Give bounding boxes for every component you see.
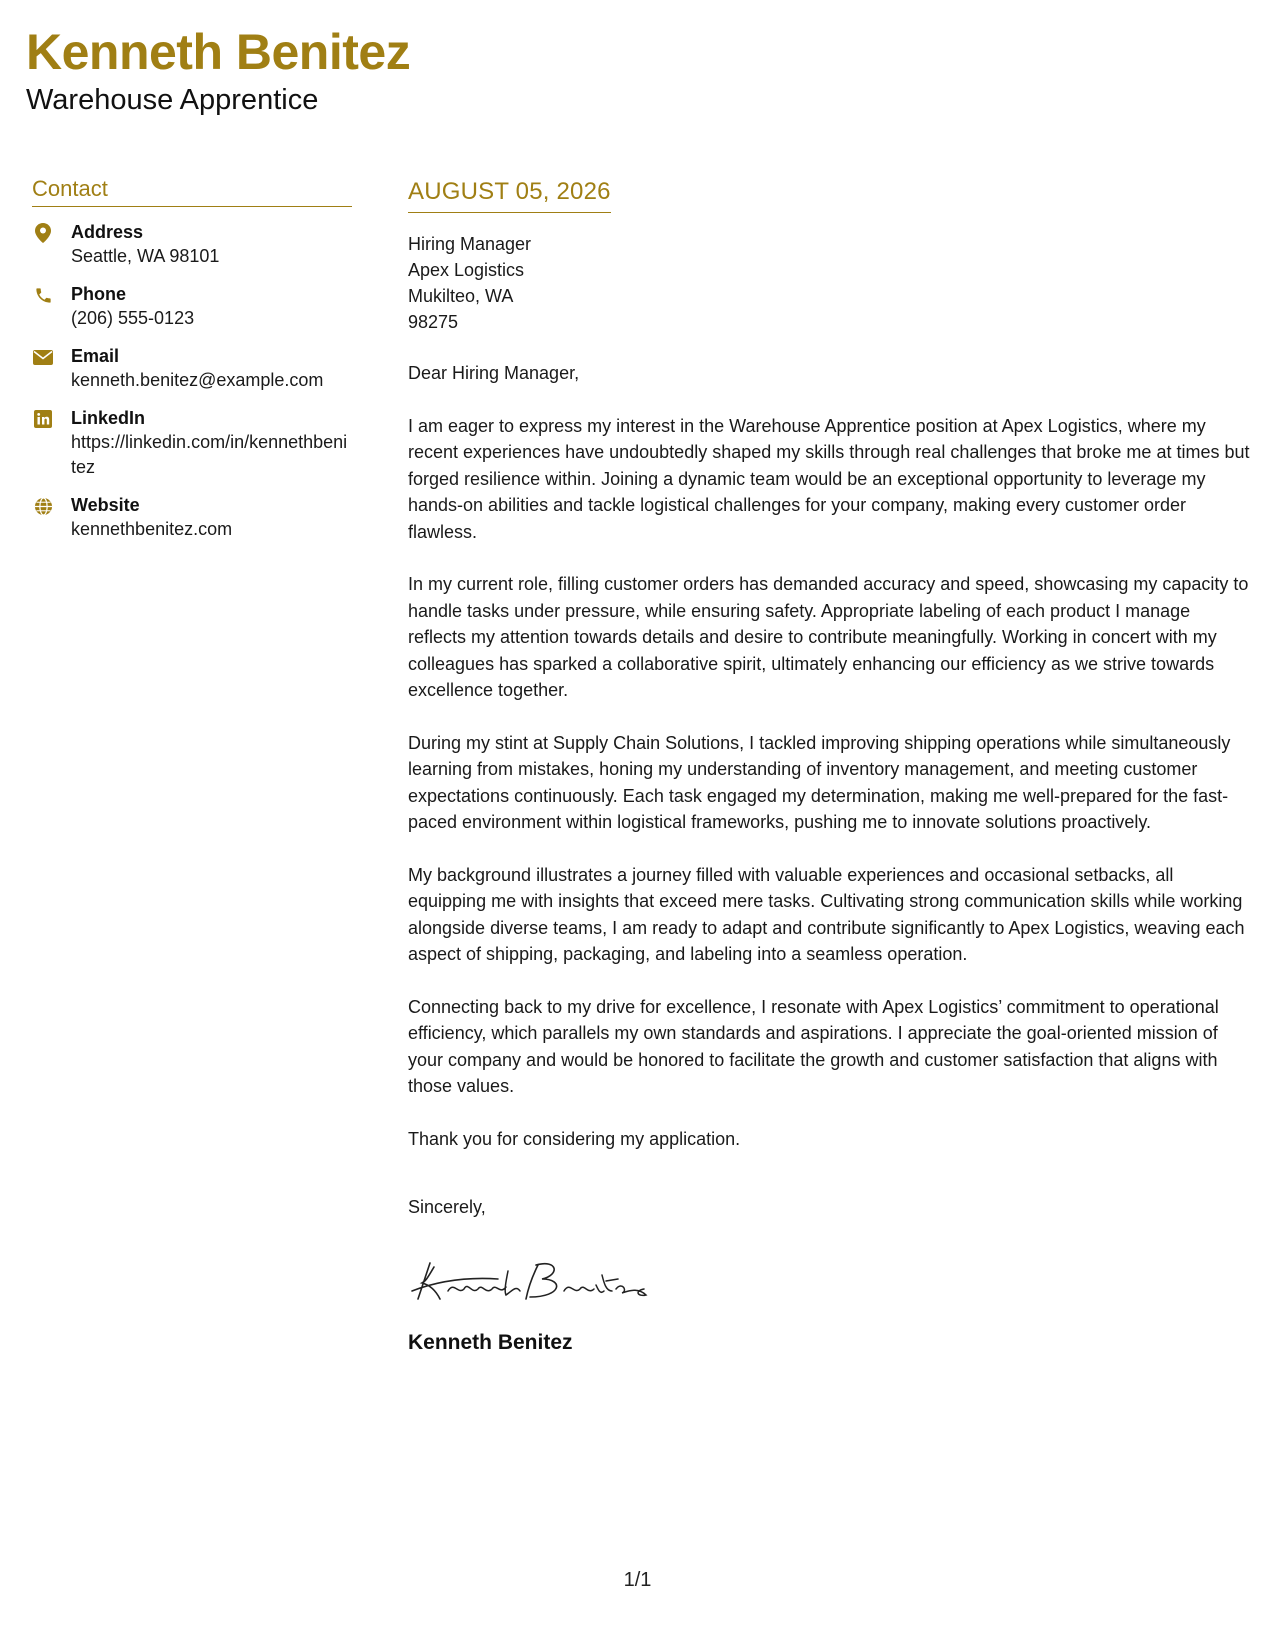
contact-label: LinkedIn (71, 408, 146, 428)
contact-label: Email (71, 346, 120, 366)
recipient-line: Hiring Manager (408, 234, 532, 254)
recipient-line: Apex Logistics (408, 260, 525, 280)
linkedin-icon (32, 408, 54, 430)
closing: Sincerely, (408, 1197, 486, 1217)
body-paragraph: Connecting back to my drive for excellence, I resonate with Apex Logistics’ commitment to operational efficiency, which parallels my own standards and aspirations. I appreciate the goal-oriented mission of your company and would be honored to facilitate the growth and customer satisfaction that aligns with those values. (408, 996, 1219, 1096)
email-value[interactable]: kenneth.benitez@example.com (71, 370, 324, 390)
contact-heading: Contact (32, 176, 352, 207)
letter-date: AUGUST 05, 2026 (408, 178, 611, 213)
address-value: Seattle, WA 98101 (71, 246, 220, 266)
job-title: Warehouse Apprentice (26, 84, 319, 116)
contact-list (32, 221, 352, 542)
map-pin-icon (32, 222, 54, 244)
recipient-block (408, 231, 1253, 335)
page-number: 1/1 (623, 1569, 652, 1591)
linkedin-value[interactable]: https://linkedin.com/in/kennethbenitez (71, 432, 348, 477)
contact-label: Website (71, 495, 140, 515)
contact-item-phone (32, 283, 352, 331)
contact-item-email (32, 345, 352, 393)
greeting: Dear Hiring Manager, (408, 363, 580, 383)
phone-value: (206) 555-0123 (71, 308, 195, 328)
body-paragraph: I am eager to express my interest in the Warehouse Apprentice position at Apex Logistics, where my recent experiences have undoubtedly shaped my skills through real challenges that broke me at times but forged resilience within. Joining a dynamic team would be an exceptional opportunity to leverage my hands-on abilities and tackle logistical challenges for your company, making every customer order flawless. (408, 415, 1250, 542)
handwritten-signature (408, 1251, 1253, 1311)
body-paragraph: In my current role, filling customer orders has demanded accuracy and speed, showcasing my capacity to handle tasks under pressure, while ensuring safety. Appropriate labeling of each product I manage reflects my attention towards details and desire to contribute meaningfully. Working in concert with my colleagues has sparked a collaborative spirit, ultimately enhancing our efficiency as we strive towards excellence together. (408, 574, 1249, 700)
contact-item-linkedin (32, 407, 352, 480)
body-paragraph: During my stint at Supply Chain Solutions, I tackled improving shipping operations while simultaneously learning from mistakes, honing my understanding of inventory management, and meeting customer expectations continuously. Each task engaged my determination, making me well-prepared for the fast-paced environment within logistical frameworks, pushing me to innovate solutions proactively. (408, 732, 1231, 832)
recipient-line: Mukilteo, WA (408, 286, 514, 306)
contact-sidebar (32, 176, 352, 556)
contact-item-website (32, 494, 352, 542)
phone-icon (32, 284, 54, 306)
signer-name: Kenneth Benitez (408, 1330, 573, 1354)
email-icon (32, 346, 54, 368)
contact-label: Phone (71, 284, 127, 304)
thanks-line: Thank you for considering my application. (408, 1128, 741, 1149)
contact-item-address (32, 221, 352, 269)
body-paragraph: My background illustrates a journey filled with valuable experiences and occasional setbacks, all equipping me with insights that exceed mere tasks. Cultivating strong communication skills while working alongside diverse teams, I am ready to adapt and contribute significantly to Apex Logistics, weaving each aspect of shipping, packaging, and labeling into a seamless operation. (408, 864, 1245, 964)
candidate-name: Kenneth Benitez (26, 24, 411, 80)
contact-label: Address (71, 222, 144, 242)
recipient-line: 98275 (408, 312, 459, 332)
letter-body (408, 178, 1253, 1355)
website-value[interactable]: kennethbenitez.com (71, 519, 233, 539)
globe-icon (32, 495, 54, 517)
